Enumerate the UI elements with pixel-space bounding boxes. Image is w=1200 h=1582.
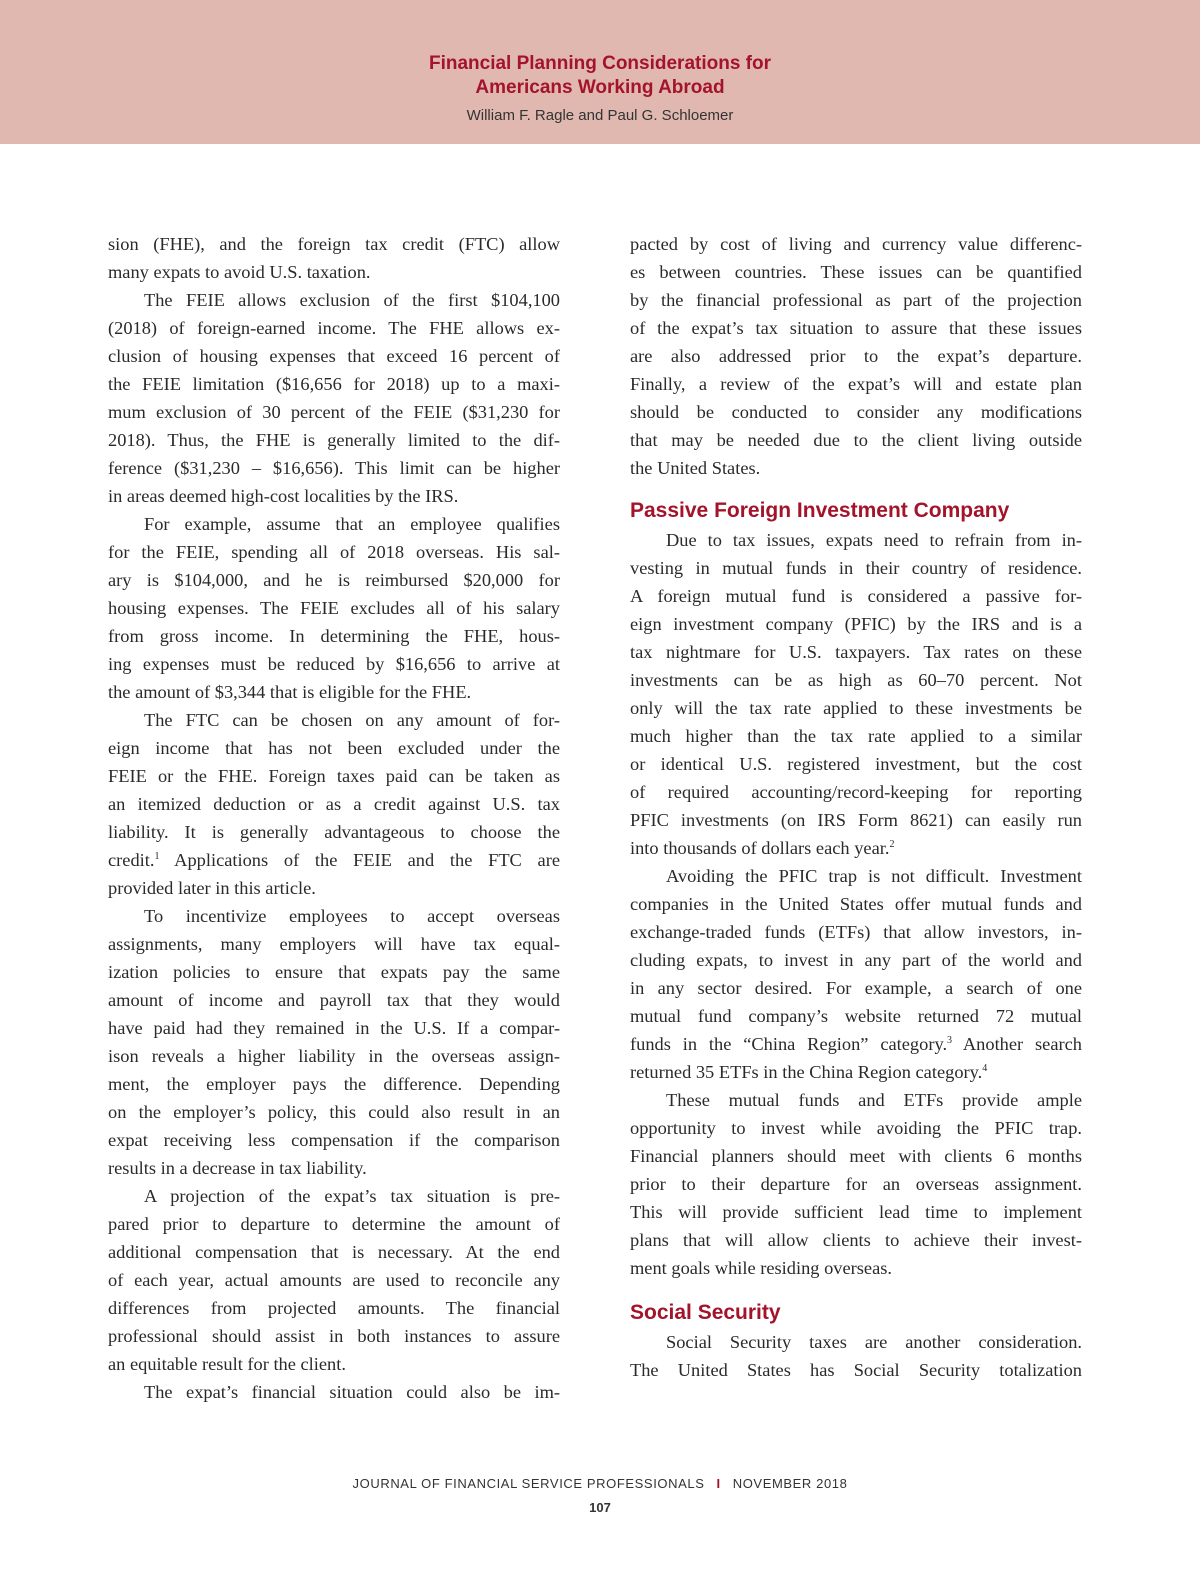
- text-line: [630, 1058, 1082, 1086]
- text-line: 2018). Thus, the FHE is generally limited to the dif-: [108, 430, 560, 450]
- section-heading-pfic: Passive Foreign Investment Company: [630, 499, 1010, 522]
- text-line: ization policies to ensure that expats pay the same: [108, 962, 560, 982]
- text-line: [630, 1030, 1082, 1058]
- text-line: assignments, many employers will have tax equal-: [108, 934, 560, 954]
- text-line: ference ($31,230 – $16,656). This limit can be higher: [108, 458, 560, 478]
- text-line: of the expat’s tax situation to assure that these issues: [630, 318, 1082, 338]
- text-line: or identical U.S. registered investment, but the cost: [630, 754, 1082, 774]
- text-line: Avoiding the PFIC trap is not difficult. Investment: [666, 866, 1082, 886]
- article-title: [0, 52, 1200, 100]
- page-number: 107: [589, 1500, 611, 1515]
- left-column: [108, 230, 560, 1406]
- text-run: Applications of the FEIE and the FTC are: [159, 850, 560, 870]
- text-line: eign income that has not been excluded under the: [108, 738, 560, 758]
- footnote-ref-3: 3: [947, 1035, 953, 1046]
- text-line: expat receiving less compensation if the comparison: [108, 1130, 560, 1150]
- text-line: provided later in this article.: [108, 878, 316, 898]
- title-line-2: Americans Working Abroad: [475, 77, 725, 98]
- text-line: many expats to avoid U.S. taxation.: [108, 262, 371, 282]
- text-line: cluding expats, to invest in any part of the world and: [630, 950, 1082, 970]
- text-line: opportunity to invest while avoiding the PFIC trap.: [630, 1118, 1082, 1138]
- section-heading-social-security: Social Security: [630, 1301, 781, 1324]
- text-line: es between countries. These issues can be quantified: [630, 262, 1082, 282]
- article-authors: William F. Ragle and Paul G. Schloemer: [466, 107, 734, 124]
- text-line: investments can be as high as 60–70 percent. Not: [630, 670, 1082, 690]
- text-line: differences from projected amounts. The financial: [108, 1298, 560, 1318]
- journal-footer: [0, 1476, 1200, 1491]
- text-line: additional compensation that is necessary. At the end: [108, 1242, 560, 1262]
- text-line: the amount of $3,344 that is eligible for the FHE.: [108, 682, 472, 702]
- text-line: liability. It is generally advantageous to choose the: [108, 822, 560, 842]
- text-line: ary is $104,000, and he is reimbursed $20,000 for: [108, 570, 560, 590]
- text-line: The FEIE allows exclusion of the first $104,100: [144, 290, 560, 310]
- text-line: [630, 834, 1082, 862]
- text-line: exchange-traded funds (ETFs) that allow investors, in-: [630, 922, 1082, 942]
- text-line: clusion of housing expenses that exceed 16 percent of: [108, 346, 560, 366]
- text-line: amount of income and payroll tax that they would: [108, 990, 560, 1010]
- text-line: These mutual funds and ETFs provide ample: [666, 1090, 1082, 1110]
- text-line: of each year, actual amounts are used to reconcile any: [108, 1270, 560, 1290]
- text-line: that may be needed due to the client living outside: [630, 430, 1082, 450]
- footer-separator: I: [716, 1476, 721, 1491]
- text-line: This will provide sufficient lead time to implement: [630, 1202, 1082, 1222]
- article-header: [0, 0, 1200, 144]
- text-line: The United States has Social Security totalization: [630, 1360, 1082, 1380]
- footnote-ref-2: 2: [889, 839, 895, 850]
- text-line: on the employer’s policy, this could also result in an: [108, 1102, 560, 1122]
- text-line: (2018) of foreign-earned income. The FHE allows ex-: [108, 318, 560, 338]
- text-line: in areas deemed high-cost localities by the IRS.: [108, 486, 459, 506]
- text-line: PFIC investments (on IRS Form 8621) can easily run: [630, 810, 1082, 830]
- text-line: professional should assist in both instances to assure: [108, 1326, 560, 1346]
- text-line: results in a decrease in tax liability.: [108, 1158, 367, 1178]
- text-line: ment goals while residing overseas.: [630, 1258, 893, 1278]
- text-line: eign investment company (PFIC) by the IRS and is a: [630, 614, 1082, 634]
- text-line: only will the tax rate applied to these investments be: [630, 698, 1082, 718]
- text-line: A projection of the expat’s tax situation is pre-: [144, 1186, 560, 1206]
- text-line: an equitable result for the client.: [108, 1354, 346, 1374]
- text-line: To incentivize employees to accept overseas: [144, 906, 560, 926]
- text-line: much higher than the tax rate applied to a similar: [630, 726, 1082, 746]
- title-line-1: Financial Planning Considerations for: [428, 53, 772, 74]
- text-line: pacted by cost of living and currency value differenc-: [630, 234, 1082, 254]
- text-line: are also addressed prior to the expat’s departure.: [630, 346, 1082, 366]
- text-run: Another search: [952, 1034, 1082, 1054]
- text-run: into thousands of dollars each year.: [630, 838, 890, 858]
- right-column: [630, 230, 1082, 1384]
- text-run: credit.: [108, 850, 155, 870]
- text-line: Social Security taxes are another consideration.: [666, 1332, 1082, 1352]
- text-line: The expat’s financial situation could also be im-: [144, 1382, 560, 1402]
- text-line: companies in the United States offer mutual funds and: [630, 894, 1082, 914]
- text-line: an itemized deduction or as a credit against U.S. tax: [108, 794, 560, 814]
- footnote-ref-4: 4: [982, 1063, 988, 1074]
- issue-date: NOVEMBER 2018: [732, 1476, 848, 1491]
- text-line: have paid had they remained in the U.S. If a compar-: [108, 1018, 560, 1038]
- text-line: FEIE or the FHE. Foreign taxes paid can be taken as: [108, 766, 560, 786]
- text-line: the United States.: [630, 458, 761, 478]
- text-line: housing expenses. The FEIE excludes all of his salary: [108, 598, 560, 618]
- text-line: Finally, a review of the expat’s will and estate plan: [630, 374, 1082, 394]
- text-line: pared prior to departure to determine the amount of: [108, 1214, 560, 1234]
- footnote-ref-1: 1: [154, 851, 160, 862]
- text-line: For example, assume that an employee qualifies: [144, 514, 560, 534]
- text-line: vesting in mutual funds in their country of residence.: [630, 558, 1082, 578]
- text-line: ment, the employer pays the difference. Depending: [108, 1074, 560, 1094]
- journal-name: JOURNAL OF FINANCIAL SERVICE PROFESSIONALS: [352, 1476, 705, 1491]
- text-line: in any sector desired. For example, a search of one: [630, 978, 1082, 998]
- text-line: A foreign mutual fund is considered a passive for-: [630, 586, 1082, 606]
- text-line: should be conducted to consider any modifications: [630, 402, 1082, 422]
- text-line: ison reveals a higher liability in the overseas assign-: [108, 1046, 560, 1066]
- text-line: plans that will allow clients to achieve their invest-: [630, 1230, 1082, 1250]
- text-line: [108, 846, 560, 874]
- text-line: tax nightmare for U.S. taxpayers. Tax rates on these: [630, 642, 1082, 662]
- text-line: prior to their departure for an overseas assignment.: [630, 1174, 1082, 1194]
- text-line: mutual fund company’s website returned 72 mutual: [630, 1006, 1082, 1026]
- text-line: by the financial professional as part of the projection: [630, 290, 1082, 310]
- text-run: funds in the “China Region” category.: [630, 1034, 948, 1054]
- text-line: from gross income. In determining the FHE, hous-: [108, 626, 560, 646]
- text-line: ing expenses must be reduced by $16,656 to arrive at: [108, 654, 560, 674]
- text-run: returned 35 ETFs in the China Region category.: [630, 1062, 983, 1082]
- text-line: the FEIE limitation ($16,656 for 2018) up to a maxi-: [108, 374, 560, 394]
- text-line: for the FEIE, spending all of 2018 overseas. His sal-: [108, 542, 560, 562]
- text-line: of required accounting/record-keeping for reporting: [630, 782, 1082, 802]
- text-line: sion (FHE), and the foreign tax credit (FTC) allow: [108, 234, 560, 254]
- text-line: mum exclusion of 30 percent of the FEIE ($31,230 for: [108, 402, 560, 422]
- text-line: Financial planners should meet with clients 6 months: [630, 1146, 1082, 1166]
- text-line: The FTC can be chosen on any amount of for-: [144, 710, 560, 730]
- text-line: Due to tax issues, expats need to refrain from in-: [666, 530, 1082, 550]
